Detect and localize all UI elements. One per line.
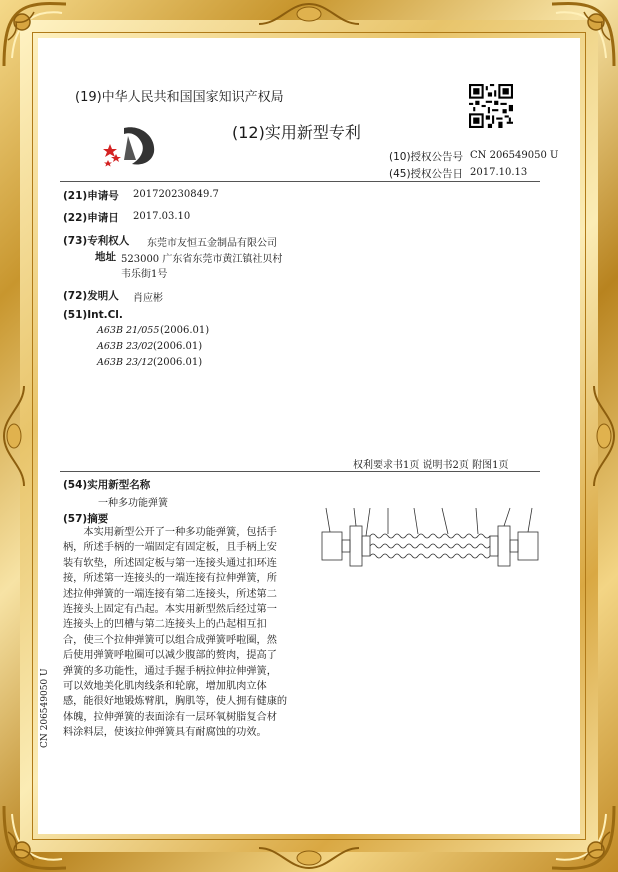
title-label: (54)实用新型名称 [63, 479, 151, 491]
abstract-line: 装有软垫，所述固定板与第一连接头通过扣环连 [63, 557, 277, 569]
abstract-line: 连接头上的凹槽与第二连接头上的凸起相互扣 [63, 619, 267, 631]
abstract-line: 述拉伸弹簧的一端连接有第二连接头，所述第二 [63, 588, 277, 600]
document-type: (12)实用新型专利 [232, 123, 361, 142]
app-no-label: (21)申请号 [63, 190, 119, 202]
pub-no: CN 206549050 U [470, 150, 559, 161]
abstract-line: 本实用新型公开了一种多功能弹簧，包括手 [83, 527, 277, 538]
right-edge-ornament [588, 386, 618, 486]
cnipa-logo [102, 122, 160, 168]
abstract-label: (57)摘要 [63, 513, 109, 525]
side-patent-number: CN 206549050 U [40, 668, 50, 748]
patentee-label: (73)专利权人 [63, 235, 130, 247]
patentee: 东莞市友恒五金制品有限公司 [147, 238, 277, 249]
app-date: 2017.03.10 [133, 211, 191, 222]
intcl-code: A63B 23/02 [97, 341, 154, 352]
abstract-line: 后使用弹簧呼啦圈可以减少腹部的赘肉，提高了 [63, 650, 277, 662]
abstract-line: 弹簧的多功能性，通过手握手柄拉伸拉伸弹簧， [63, 665, 277, 677]
abstract-line: 合，使三个拉伸弹簧可以组合成弹簧呼啦圈，然 [63, 634, 277, 646]
address-line-2: 韦乐街1号 [121, 269, 168, 280]
app-date-label: (22)申请日 [63, 212, 119, 224]
abstract-line: 可以效地美化肌肉线条和轮廓，增加肌肉立体 [63, 681, 267, 693]
intcl-version: (2006.01) [153, 341, 203, 352]
pages-info: 权利要求书1页 说明书2页 附图1页 [353, 460, 509, 471]
pub-no-label: (10)授权公告号 [389, 151, 464, 163]
abstract-line: 连接头上固定有凸起。本实用新型然后经过第一 [63, 604, 277, 616]
intcl-code: A63B 23/12 [97, 357, 154, 368]
inventor: 肖应彬 [133, 293, 163, 304]
abstract-line: 柄，所述手柄的一端固定有固定板，且手柄上安 [63, 542, 277, 554]
top-edge-ornament [259, 0, 359, 30]
inventor-label: (72)发明人 [63, 290, 119, 302]
pub-date: 2017.10.13 [470, 167, 528, 178]
office-name: (19)中华人民共和国国家知识产权局 [75, 90, 284, 105]
intcl-label: (51)Int.Cl. [63, 309, 123, 321]
utility-model-title: 一种多功能弹簧 [98, 498, 168, 509]
intcl-version: (2006.01) [153, 357, 203, 368]
app-no: 201720230849.7 [133, 189, 219, 200]
abstract-line: 体魄，拉伸弹簧的表面涂有一层环氧树脂复合材 [63, 711, 277, 723]
bottom-edge-ornament [259, 842, 359, 872]
qr-code [469, 84, 513, 128]
spring-drawing [318, 498, 548, 588]
address-label: 地址 [95, 251, 116, 263]
pub-date-label: (45)授权公告日 [389, 168, 464, 180]
address-line-1: 523000 广东省东莞市黄江镇社贝村 [121, 254, 283, 265]
abstract-text [63, 525, 303, 741]
abstract-line: 料涂料层，使该拉伸弹簧具有耐腐蚀的功效。 [63, 727, 267, 739]
abstract-line: 感，能很好地锻炼臂肌，胸肌等，使人拥有健康的 [63, 696, 288, 708]
abstract-line: 接，所述第一连接头的一端连接有拉伸弹簧，所 [63, 573, 277, 585]
header-divider [60, 181, 540, 182]
intcl-code: A63B 21/055 [97, 325, 160, 336]
intcl-version: (2006.01) [160, 325, 210, 336]
section-divider [60, 471, 540, 472]
left-edge-ornament [0, 386, 30, 486]
